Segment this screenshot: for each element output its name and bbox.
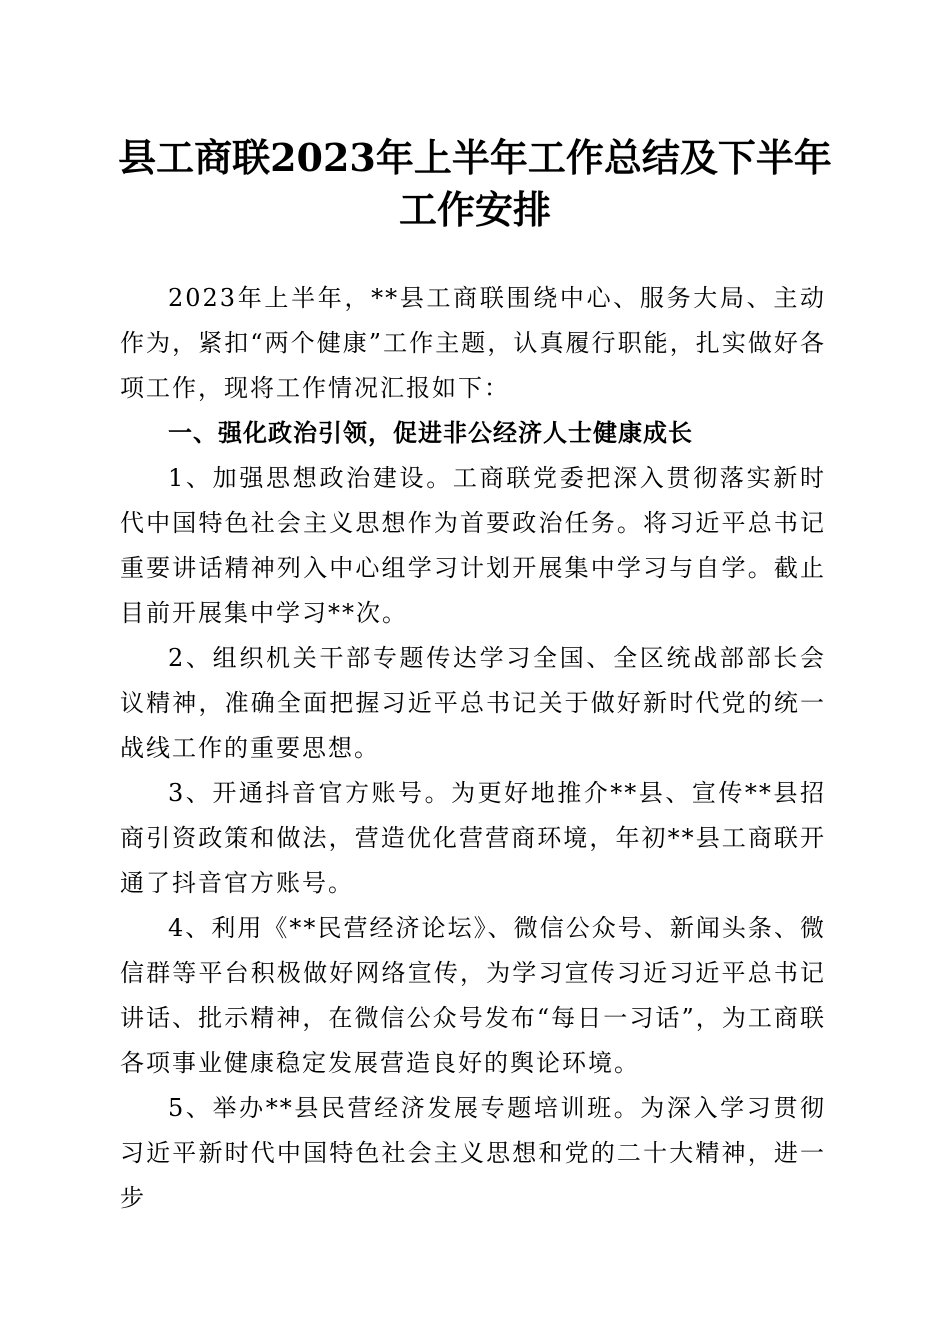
list-item-2: 2、组织机关干部专题传达学习全国、全区统战部部长会议精神，准确全面把握习近平总书记关于做好新时代党的统一战线工作的重要思想。 bbox=[120, 644, 826, 762]
document-title: 县工商联2023年上半年工作总结及下半年工作安排 bbox=[118, 135, 832, 232]
intro-paragraph: 2023年上半年，**县工商联围绕中心、服务大局、主动作为，紧扣“两个健康”工作主题，认真履行职能，扎实做好各项工作，现将工作情况汇报如下： bbox=[120, 284, 826, 402]
list-item-4: 4、利用《**民营经济论坛》、微信公众号、新闻头条、微信群等平台积极做好网络宣传，为学习宣传习近习近平总书记讲话、批示精神，在微信公众号发布“每日一习话”，为工商联各项事业健康稳定发展营造良好的舆论环境。 bbox=[120, 914, 826, 1077]
document-body bbox=[120, 276, 826, 1221]
list-item-5: 5、举办**县民营经济发展专题培训班。为深入学习贯彻习近平新时代中国特色社会主义思想和党的二十大精神，进一步 bbox=[120, 1094, 826, 1212]
section-heading: 一、强化政治引领，促进非公经济人士健康成长 bbox=[168, 419, 693, 447]
list-item-1: 1、加强思想政治建设。工商联党委把深入贯彻落实新时代中国特色社会主义思想作为首要政治任务。将习近平总书记重要讲话精神列入中心组学习计划开展集中学习与自学。截止目前开展集中学习**次。 bbox=[120, 464, 826, 627]
list-item-3: 3、开通抖音官方账号。为更好地推介**县、宣传**县招商引资政策和做法，营造优化营营商环境，年初**县工商联开通了抖音官方账号。 bbox=[120, 779, 826, 897]
